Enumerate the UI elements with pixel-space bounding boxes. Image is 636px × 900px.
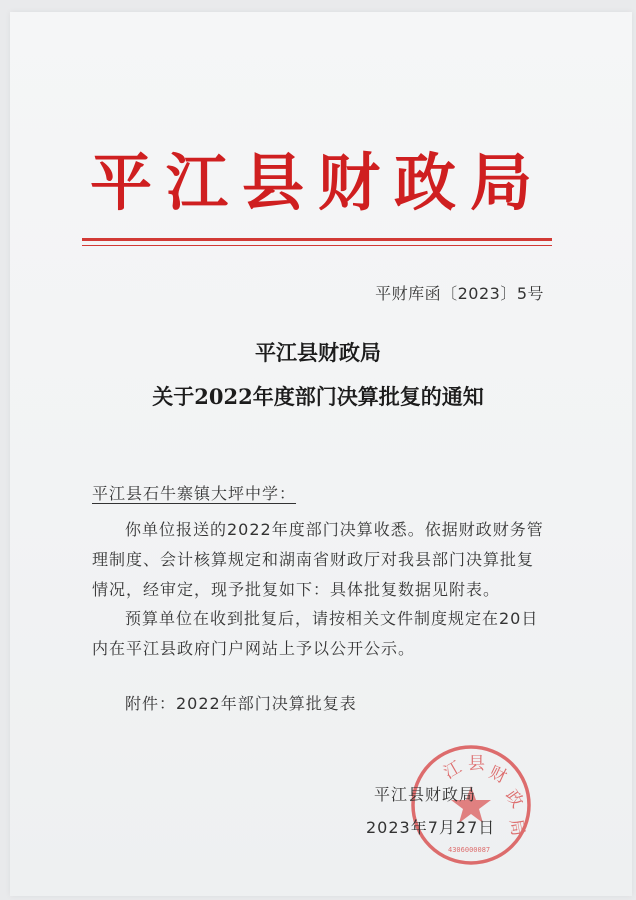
notice-title-line2: 关于2022年度部门决算批复的通知 [152,384,484,409]
svg-text:4306000087: 4306000087 [448,846,491,854]
svg-text:政: 政 [500,786,528,812]
svg-text:财: 财 [485,762,510,788]
addressee: 平江县石牛寨镇大坪中学： [92,484,297,503]
svg-text:县: 县 [468,754,485,774]
body-paragraph-1: 你单位报送的2022年度部门决算收悉。依据财政财务管理制度、会计核算规定和湖南省财政厅对我县部门决算批复情况，经审定，现予批复如下：具体批复数据见附表。 [92,520,544,599]
notice-title-line1: 平江县财政局 [255,340,381,365]
svg-text:局: 局 [505,817,528,838]
signer-name: 平江县财政局 [374,785,477,804]
official-seal-stamp [408,742,534,868]
issuer-header-title: 平江县财政局 [89,146,546,219]
document-number: 平财库函〔2023〕5号 [375,284,544,303]
body-paragraph-2: 预算单位在收到批复后，请按相关文件制度规定在20日内在平江县政府门户网站上予以公开公示。 [92,609,539,658]
attachment-line: 附件：2022年部门决算批复表 [125,694,357,713]
svg-text:江: 江 [440,757,466,784]
header-divider-thin [82,245,552,246]
signature-date: 2023年7月27日 [366,818,496,837]
header-divider-thick [82,238,552,241]
